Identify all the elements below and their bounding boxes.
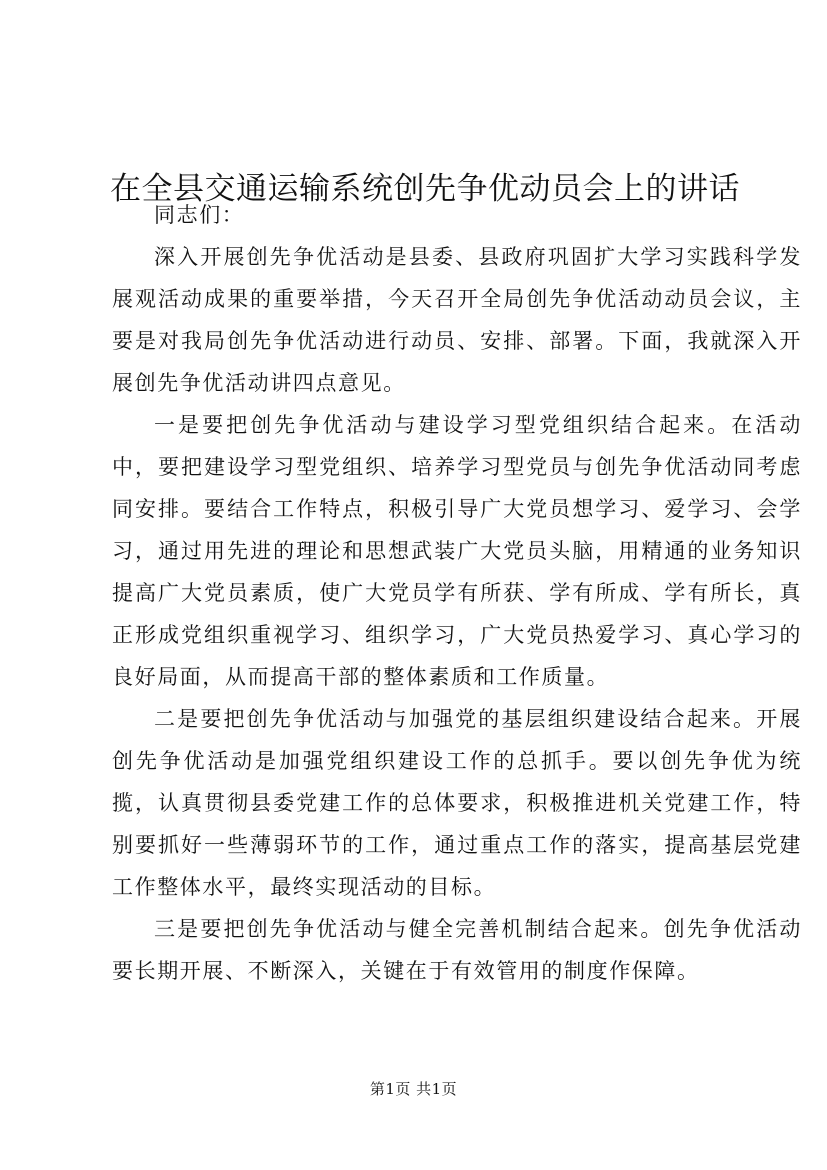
paragraph-point-one: 一是要把创先争优活动与建设学习型党组织结合起来。在活动中，要把建设学习型党组织、培养学习型党员与创先争优活动同考虑同安排。要结合工作特点，积极引导广大党员想学习、爱学习、会学习，通过用先进的理论和思想武装广大党员头脑，用精通的业务知识提高广大党员素质，使广大党员学有所获、学有所成、学有所长，真正形成党组织重视学习、组织学习，广大党员热爱学习、真心学习的良好局面，从而提高干部的整体素质和工作质量。 (112, 413, 802, 689)
paragraph-point-three: 三是要把创先争优活动与健全完善机制结合起来。创先争优活动要长期开展、不断深入，关键在于有效管用的制度作保障。 (112, 917, 802, 983)
document-body (112, 194, 802, 992)
salutation: 同志们： (154, 203, 245, 227)
paragraph-point-two: 二是要把创先争优活动与加强党的基层组织建设结合起来。开展创先争优活动是加强党组织建设工作的总抓手。要以创先争优为统揽，认真贯彻县委党建工作的总体要求，积极推进机关党建工作，特别要抓好一些薄弱环节的工作，通过重点工作的落实，提高基层党建工作整体水平，最终实现活动的目标。 (112, 707, 802, 899)
page-footer: 第1页 共1页 (369, 1080, 458, 1098)
document-title: 在全县交通运输系统创先争优动员会上的讲话 (110, 170, 740, 207)
paragraph-intro: 深入开展创先争优活动是县委、县政府巩固扩大学习实践科学发展观活动成果的重要举措，今天召开全局创先争优活动动员会议，主要是对我局创先争优活动进行动员、安排、部署。下面，我就深入开展创先争优活动讲四点意见。 (112, 245, 802, 395)
